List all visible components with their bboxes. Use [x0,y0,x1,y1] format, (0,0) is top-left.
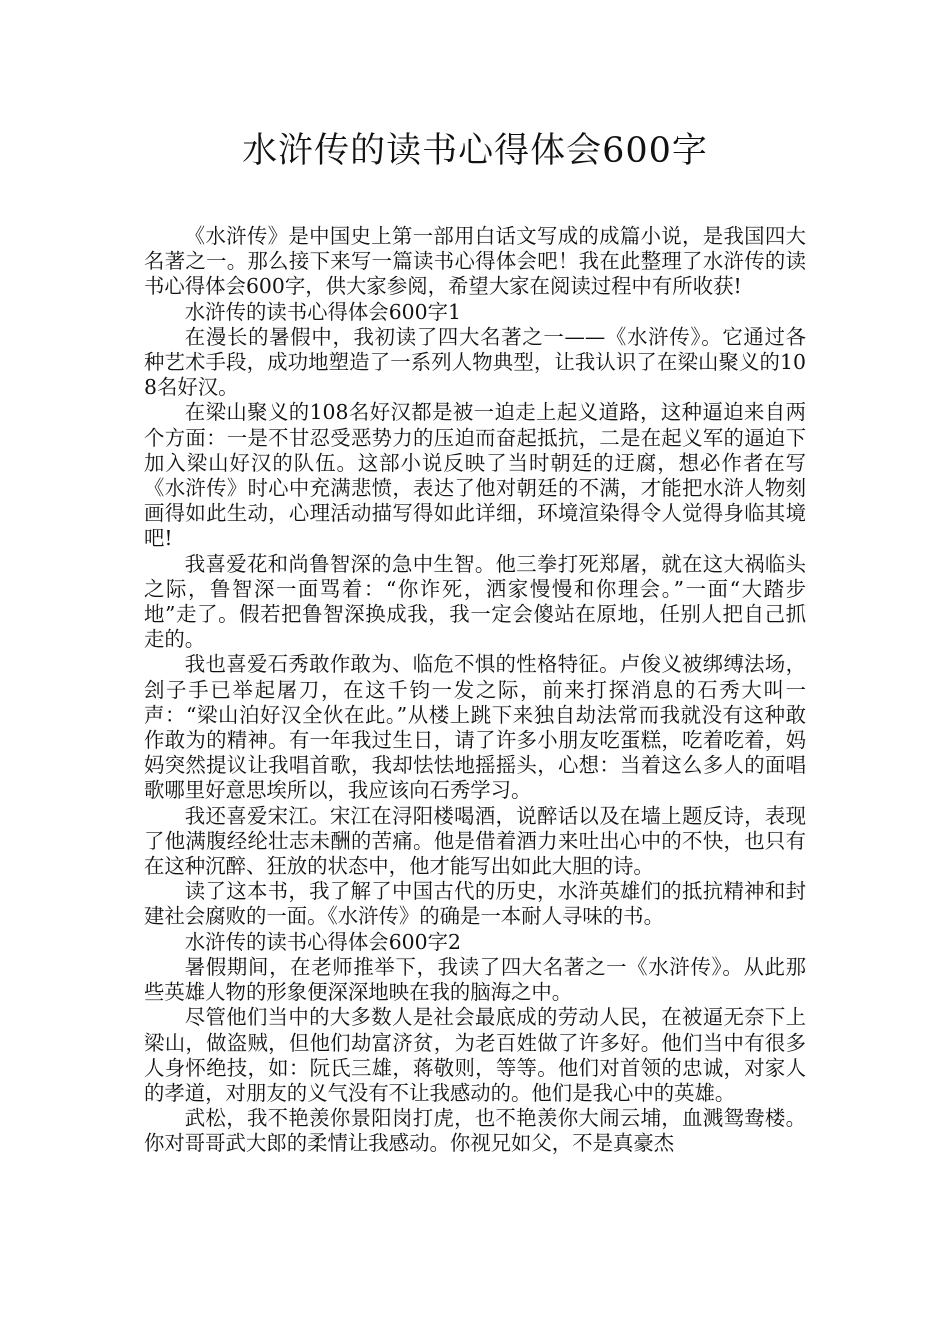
paragraph: 暑假期间，在老师推举下，我读了四大名著之一《水浒传》。从此那些英雄人物的形象便深深地映在我的脑海之中。 [144,954,806,1005]
section-heading-1: 水浒传的读书心得体会600字1 [184,299,461,324]
paragraph: 在漫长的暑假中，我初读了四大名著之一——《水浒传》。它通过各种艺术手段，成功地塑造了一系列人物典型，让我认识了在梁山聚义的108名好汉。 [144,324,806,400]
paragraph: 尽管他们当中的大多数人是社会最底成的劳动人民，在被逼无奈下上梁山，做盗贼，但他们劫富济贫，为老百姓做了许多好。他们当中有很多人身怀绝技，如：阮氏三雄，蒋敬则，等等。他们对首领的忠诚，对家人的孝道，对朋友的义气没有不让我感动的。他们是我心中的英雄。 [144,1005,806,1105]
paragraph: 武松，我不艳羡你景阳岗打虎，也不艳羡你大闹云埔，血溅鸳鸯楼。你对哥哥武大郎的柔情让我感动。你视兄如父，不是真豪杰 [144,1106,806,1156]
paragraph: 在梁山聚义的108名好汉都是被一迫走上起义道路，这种逼迫来自两个方面：一是不甘忍受恶势力的压迫而奋起抵抗，二是在起义军的逼迫下加入梁山好汉的队伍。这部小说反映了当时朝廷的迂腐，想必作者在写《水浒传》时心中充满悲愤，表达了他对朝廷的不满，才能把水浒人物刻画得如此生动，心理活动描写得如此详细，环境渲染得令人觉得身临其境吧! [144,400,806,551]
paragraph: 我还喜爱宋江。宋江在浔阳楼喝酒，说醉话以及在墙上题反诗，表现了他满腹经纶壮志未酬的苦痛。他是借着酒力来吐出心中的不快，也只有在这种沉醉、狂放的状态中，他才能写出如此大胆的诗。 [144,803,806,879]
paragraph: 我也喜爱石秀敢作敢为、临危不惧的性格特征。卢俊义被绑缚法场，刽子手已举起屠刀，在这千钧一发之际，前来打探消息的石秀大叫一声：“梁山泊好汉全伙在此。”从楼上跳下来独自劫法常而我就没有这种敢作敢为的精神。有一年我过生日，请了许多小朋友吃蛋糕，吃着吃着，妈妈突然提议让我唱首歌，我却怯怯地摇摇头，心想：当着这么多人的面唱歌哪里好意思埃所以，我应该向石秀学习。 [144,652,806,803]
page-title: 水浒传的读书心得体会600字 [242,131,708,171]
paragraph-intro: 《水浒传》是中国史上第一部用白话文写成的成篇小说，是我国四大名著之一。那么接下来写一篇读书心得体会吧！我在此整理了水浒传的读书心得体会600字，供大家参阅，希望大家在阅读过程中有所收获! [144,224,806,299]
paragraph: 读了这本书，我了解了中国古代的历史，水浒英雄们的抵抗精神和封建社会腐败的一面。《水浒传》的确是一本耐人寻味的书。 [144,879,806,929]
document-body [144,224,806,1157]
section-heading-2: 水浒传的读书心得体会600字2 [184,929,461,954]
paragraph: 我喜爱花和尚鲁智深的急中生智。他三拳打死郑屠，就在这大祸临头之际，鲁智深一面骂着：“你诈死，洒家慢慢和你理会。”一面“大踏步地”走了。假若把鲁智深换成我，我一定会傻站在原地，任别人把自己抓走的。 [144,551,806,652]
